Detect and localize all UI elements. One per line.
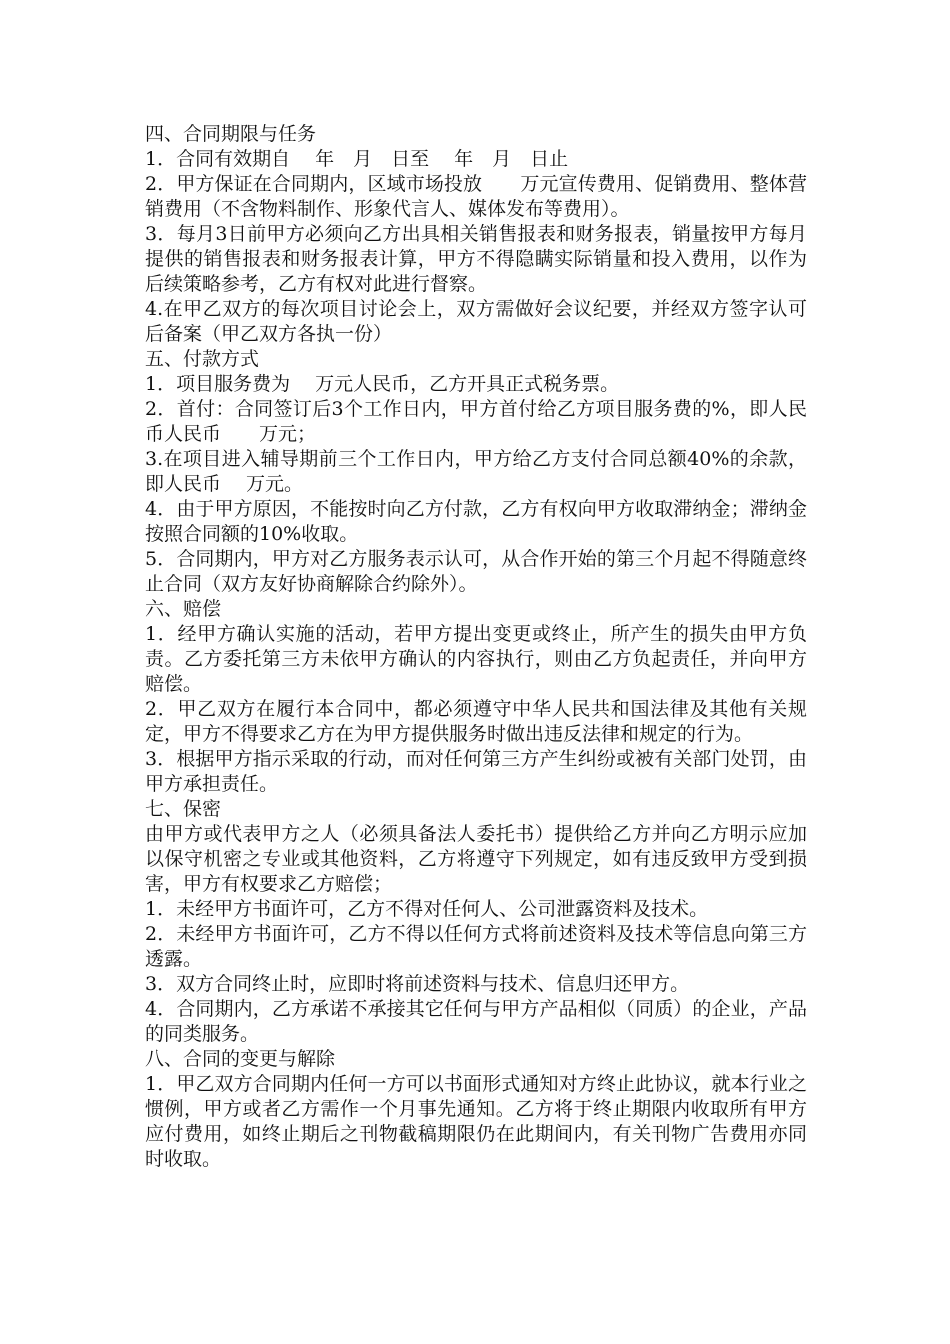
paragraph: 4．由于甲方原因，不能按时向乙方付款，乙方有权向甲方收取滞纳金；滞纳金按照合同额的10%收取。 — [145, 498, 807, 545]
section-heading: 五、付款方式 — [145, 348, 260, 370]
section-heading: 六、赔偿 — [145, 598, 222, 620]
paragraph: 1．项目服务费为 万元人民币，乙方开具正式税务票。 — [145, 373, 620, 395]
paragraph: 1．经甲方确认实施的活动，若甲方提出变更或终止，所产生的损失由甲方负责。乙方委托第三方未依甲方确认的内容执行，则由乙方负起责任，并向甲方赔偿。 — [145, 623, 807, 695]
paragraph: 1．未经甲方书面许可，乙方不得对任何人、公司泄露资料及技术。 — [145, 898, 709, 920]
paragraph: 2．甲方保证在合同期内，区域市场投放 万元宣传费用、促销费用、整体营销费用（不含物料制作、形象代言人、媒体发布等费用）。 — [145, 173, 807, 220]
paragraph: 3．双方合同终止时，应即时将前述资料与技术、信息归还甲方。 — [145, 973, 690, 995]
paragraph: 4.在甲乙双方的每次项目讨论会上，双方需做好会议纪要，并经双方签字认可后备案（甲乙双方各执一份） — [145, 298, 807, 345]
paragraph: 4．合同期内，乙方承诺不承接其它任何与甲方产品相似（同质）的企业，产品的同类服务。 — [145, 998, 807, 1045]
section-heading: 四、合同期限与任务 — [145, 123, 317, 145]
paragraph: 5．合同期内，甲方对乙方服务表示认可，从合作开始的第三个月起不得随意终止合同（双方友好协商解除合约除外）。 — [145, 548, 807, 595]
paragraph: 3．根据甲方指示采取的行动，而对任何第三方产生纠纷或被有关部门处罚，由甲方承担责任。 — [145, 748, 807, 795]
paragraph: 3.在项目进入辅导期前三个工作日内，甲方给乙方支付合同总额40%的余款，即人民币 万元。 — [145, 448, 807, 495]
paragraph: 由甲方或代表甲方之人（必须具备法人委托书）提供给乙方并向乙方明示应加以保守机密之专业或其他资料，乙方将遵守下列规定，如有违反致甲方受到损害，甲方有权要求乙方赔偿； — [145, 823, 807, 895]
paragraph: 2．首付：合同签订后3个工作日内，甲方首付给乙方项目服务费的%，即人民币人民币 万元； — [145, 398, 807, 445]
paragraph: 1．合同有效期自 年 月 日至 年 月 日止 — [145, 148, 569, 170]
paragraph: 3．每月3日前甲方必须向乙方出具相关销售报表和财务报表，销量按甲方每月提供的销售报表和财务报表计算，甲方不得隐瞒实际销量和投入费用，以作为后续策略参考，乙方有权对此进行督察。 — [145, 223, 807, 295]
document-body — [145, 122, 807, 1172]
paragraph: 2．甲乙双方在履行本合同中，都必须遵守中华人民共和国法律及其他有关规定，甲方不得要求乙方在为甲方提供服务时做出违反法律和规定的行为。 — [145, 698, 807, 745]
paragraph: 2．未经甲方书面许可，乙方不得以任何方式将前述资料及技术等信息向第三方透露。 — [145, 923, 807, 970]
paragraph: 1．甲乙双方合同期内任何一方可以书面形式通知对方终止此协议，就本行业之惯例，甲方或者乙方需作一个月事先通知。乙方将于终止期限内收取所有甲方应付费用，如终止期后之刊物截稿期限仍在此期间内，有关刊物广告费用亦同时收取。 — [145, 1073, 807, 1170]
section-heading: 八、合同的变更与解除 — [145, 1048, 336, 1070]
section-heading: 七、保密 — [145, 798, 222, 820]
